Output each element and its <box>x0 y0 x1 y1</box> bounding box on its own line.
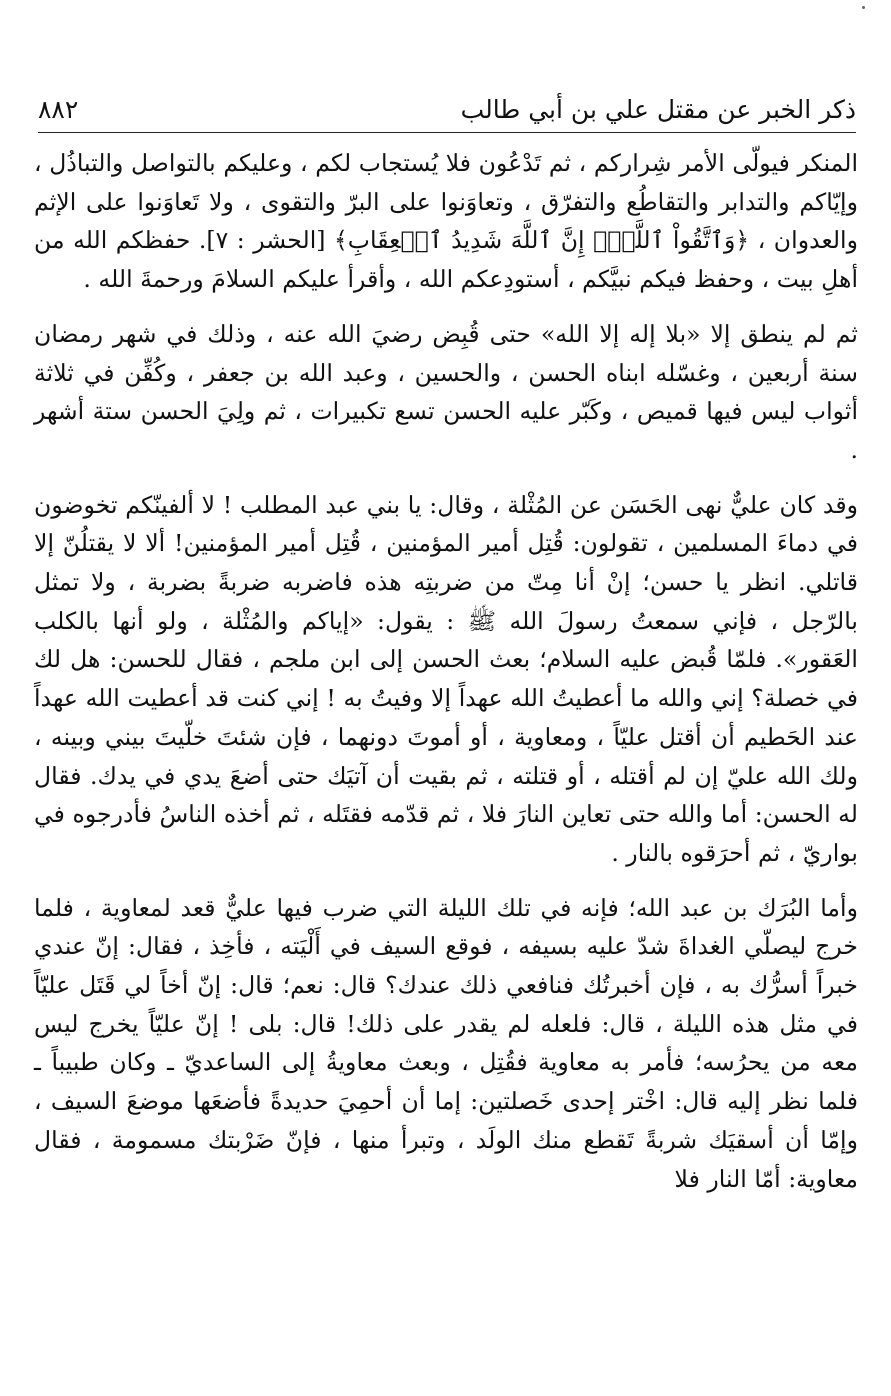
main-text <box>34 144 858 1198</box>
page-header <box>38 88 856 130</box>
paragraph: وقد كان عليٌّ نهى الحَسَن عن المُثْلة ، وقال: يا بني عبد المطلب ! لا ألفينّكم تخوضون في دماءَ المسلمين ، تقولون: قُتِل أمير المؤمنين ، قُتِل أمير المؤمنين! ألا لا يقتلُنّ إلا قاتلي. انظر يا حسن؛ إنْ أنا مِتّ من ضربتِه هذه فاضربه ضربةً بضربة ، ولا تمثل بالرّجل ، فإني سمعتُ رسولَ الله ﷺ : يقول: «إياكم والمُثْلة ، ولو أنها بالكلب العَقور». فلمّا قُبض عليه السلام؛ بعث الحسن إلى ابن ملجم ، فقال للحسن: هل لك في خصلة؟ إني والله ما أعطيتُ الله عهداً إلا وفيتُ به ! إني كنت قد أعطيت الله عهداً عند الحَطيم أن أقتل عليّاً ، ومعاوية ، أو أموتَ دونهما ، فإن شئتَ خلّيتَ بيني وبينه ، ولك الله عليّ إن لم أقتله ، أو قتلته ، ثم بقيت أن آتيَك حتى أضعَ يدي في يدك. فقال له الحسن: أما والله حتى تعاين النارَ فلا ، ثم قدّمه فقتَله ، ثم أخذه الناسُ فأدرجوه في بواريّ ، ثم أحرَقوه بالنار . <box>34 490 858 867</box>
scan-speck <box>862 6 865 9</box>
header-rule <box>38 132 856 133</box>
paragraph: ثم لم ينطق إلا «بلا إله إلا الله» حتى قُبِض رضيَ الله عنه ، وذلك في شهر رمضان سنة أربعين ، وغسّله ابناه الحسن ، والحسين ، وعبد الله بن جعفر ، وكُفِّن في ثلاثة أثواب ليس فيها قميص ، وكَبّر عليه الحسن تسع تكبيرات ، ثم ولِيَ الحسن ستة أشهر . <box>34 319 858 464</box>
page-number: ٨٨٢ <box>38 95 79 124</box>
paragraph: وأما البُرَك بن عبد الله؛ فإنه في تلك الليلة التي ضرب فيها عليٌّ قعد لمعاوية ، فلما خرج ليصلّي الغداةَ شدّ عليه بسيفه ، فوقع السيف في أَلْيَته ، فأخِذ ، فقال: إنّ عندي خبراً أسرُّك به ، فإن أخبرتُك فنافعي ذلك عندك؟ قال: نعم؛ قال: إنّ أخاً لي قَتَل عليّاً في مثل هذه الليلة ، قال: فلعله لم يقدر على ذلك! قال: بلى ! إنّ عليّاً يخرج ليس معه من يحرُسه؛ فأمر به معاوية فقُتِل ، وبعث معاويةُ إلى الساعديّ ـ وكان طبيباً ـ فلما نظر إليه قال: اخْتر إحدى خَصلتين: إما أن أحمِيَ حديدةً فأضعَها موضعَ السيف ، وإمّا أن أسقيَك شربةً تَقطع منك الولَد ، وتبرأ منها ، فإنّ ضَرْبتك مسمومة ، فقال معاوية: أمّا النار فلا <box>34 893 858 1193</box>
running-title: ذكر الخبر عن مقتل علي بن أبي طالب <box>460 95 856 124</box>
paragraph: المنكر فيولّى الأمر شِراركم ، ثم تَدْعُون فلا يُستجاب لكم ، وعليكم بالتواصل والتباذُل ، وإيّاكم والتدابر والتقاطُع والتفرّق ، وتعاوَنوا على البرّ والتقوى ، ولا تَعاوَنوا على الإثم والعدوان ، ﴿وَٱتَّقُواْ ٱللَّهَۖ إِنَّ ٱللَّهَ شَدِيدُ ٱلۡعِقَابِ﴾ [الحشر : ٧]. حفظكم الله من أهلِ بيت ، وحفظ فيكم نبيَّكم ، أستودِعكم الله ، وأقرأ عليكم السلامَ ورحمةَ الله . <box>34 149 858 294</box>
